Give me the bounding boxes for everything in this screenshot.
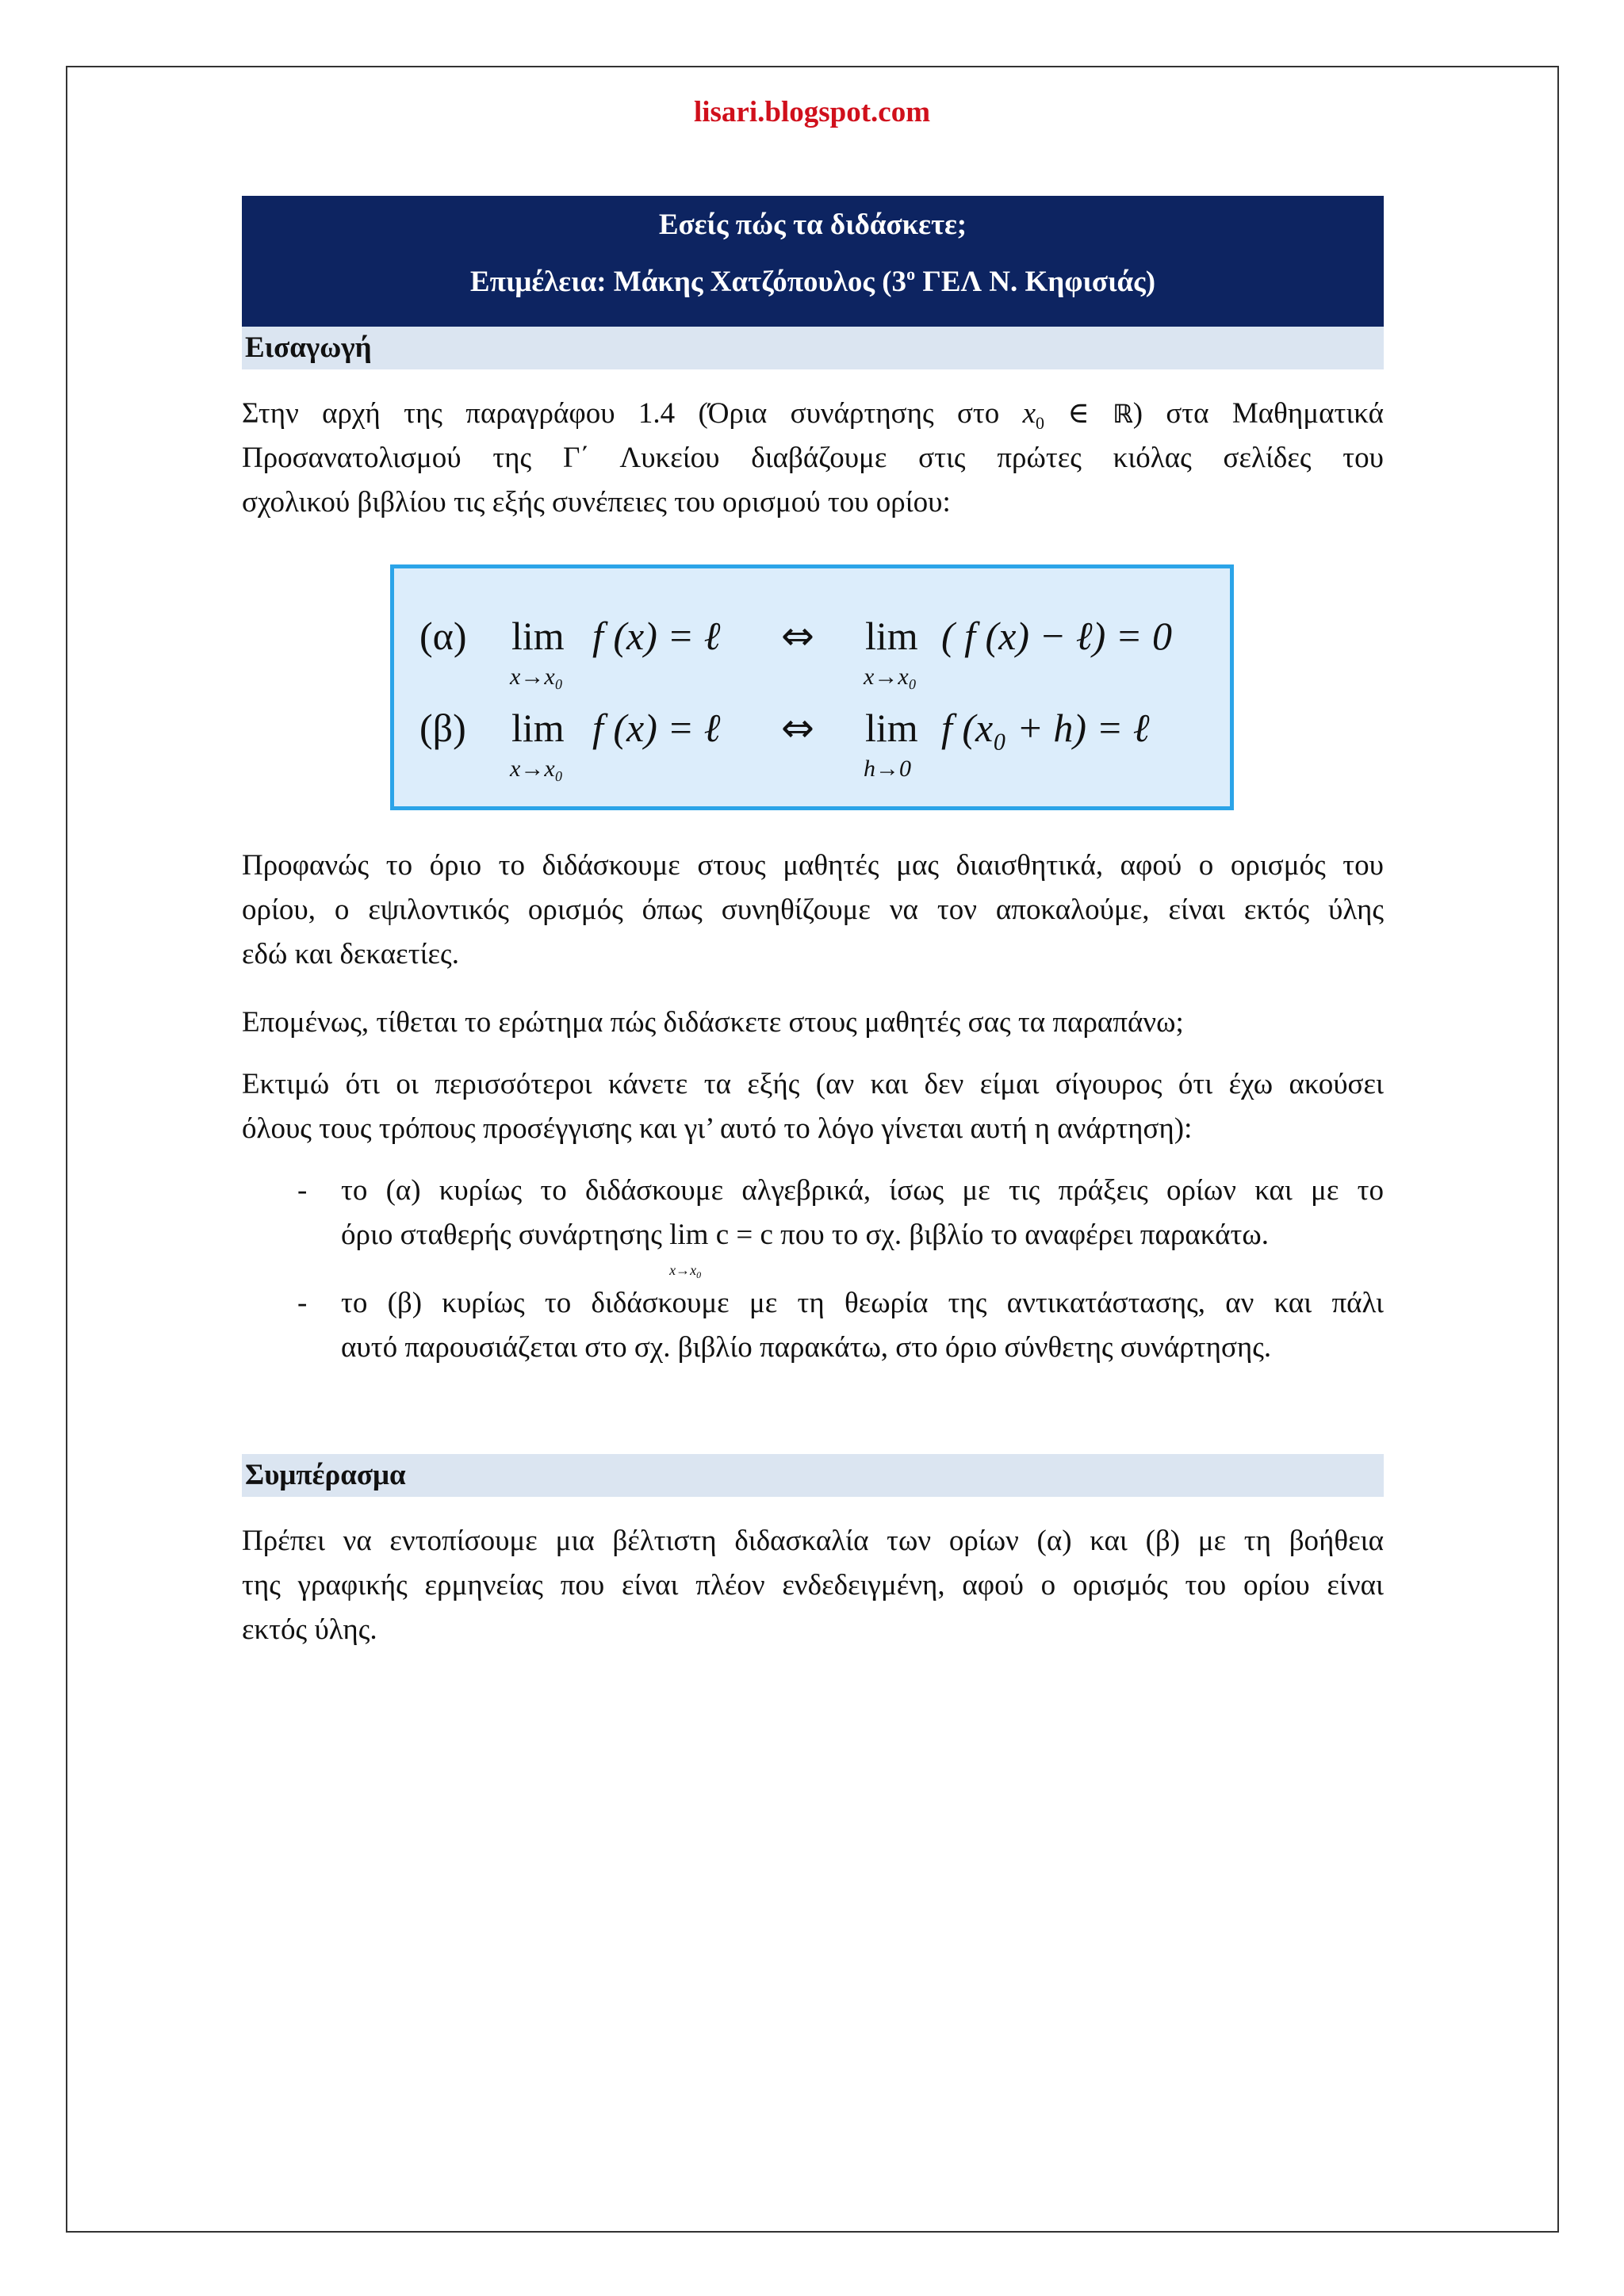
intro-p4-line-1: Εκτιμώ ότι οι περισσότεροι κάνετε τα εξής (αν και δεν είμαι σίγουρος ότι έχω ακούσει	[242, 1068, 1384, 1100]
formula-b-iff: ⇔	[781, 705, 814, 751]
banner-title: Εσείς πώς τα διδάσκετε;	[658, 209, 967, 241]
intro-p2-line-3: εδώ και δεκαετίες.	[242, 938, 459, 970]
formula-a-left-expr: f (x) = ℓ	[592, 614, 721, 658]
bullet-1-line-1: το (α) κυρίως το διδάσκουμε αλγεβρικά, ίσως με τις πράξεις ορίων και με το	[341, 1174, 1384, 1207]
formula-box	[390, 564, 1234, 810]
bullet-1-line-2: όριο σταθερής συνάρτησης lim c = c $x\to x_0$ που το σχ. βιβλίο το αναφέρει παρακάτω.	[341, 1213, 1384, 1257]
conclusion-line-2: της γραφικής ερμηνείας που είναι πλέον ενδεδειγμένη, αφού ο ορισμός του ορίου είναι	[242, 1569, 1384, 1601]
math-x0-in-R: $x_0$ ∈ ℝ	[1022, 397, 1133, 433]
formula-a-right-expr: ( f (x) − ℓ) = 0	[941, 614, 1172, 658]
conclusion-line-1: Πρέπει να εντοπίσουμε μια βέλτιστη διδασκαλία των ορίων (α) και (β) με τη βοήθεια	[242, 1525, 1384, 1557]
intro-p1-line-1: Στην αρχή της παραγράφου 1.4 (Όρια συνάρτησης στο $x_0$ ∈ ℝ) στα Μαθηματικά	[242, 397, 1384, 433]
formula-b-left-expr: f (x) = ℓ	[592, 706, 721, 750]
intro-paragraph-1	[242, 392, 1384, 525]
intro-p1-line-3: σχολικού βιβλίου τις εξής συνέπειες του ορισμού του ορίου:	[242, 486, 951, 519]
formula-b-right-under: h→0	[864, 756, 911, 782]
intro-p2-line-2: ορίου, ο εψιλοντικός ορισμός όπως συνηθίζουμε να τον αποκαλούμε, είναι εκτός ύλης	[242, 894, 1384, 926]
formula-a-iff: ⇔	[781, 613, 814, 659]
bullet-1-text	[341, 1169, 1384, 1280]
formula-b-left-under: x→x₀	[510, 756, 564, 782]
bullet-item-1	[242, 1169, 1384, 1280]
bullet-2-line-2: αυτό παρουσιάζεται στο σχ. βιβλίο παρακάτω, στο όριο σύνθετης συνάρτησης.	[341, 1331, 1272, 1364]
intro-p2-line-1: Προφανώς το όριο το διδάσκουμε στους μαθητές μας διαισθητικά, αφού ο ορισμός του	[242, 849, 1384, 882]
formula-svg	[394, 568, 1230, 806]
intro-heading: Εισαγωγή	[242, 327, 1384, 369]
intro-paragraph-2	[242, 844, 1384, 977]
formula-b-lim-right: lim	[865, 706, 918, 750]
banner-author: Επιμέλεια: Μάκης Χατζόπουλος ($3^o$ ΓΕΛ Ν. Κηφισιάς)	[469, 264, 1156, 298]
site-url[interactable]: lisari.blogspot.com	[693, 96, 931, 128]
intro-paragraph-3	[242, 1001, 1384, 1045]
conclusion-heading: Συμπέρασμα	[242, 1454, 1384, 1497]
formula-a-left-under: x→x₀	[510, 664, 564, 690]
formula-a-lim-right: lim	[865, 614, 918, 658]
title-banner	[242, 196, 1384, 327]
formula-b-label: (β)	[419, 706, 466, 750]
formula-b-lim-left: lim	[511, 706, 565, 750]
math-lim-constant: lim c = c $x\to x_0$	[669, 1219, 773, 1280]
conclusion-line-3: εκτός ύλης.	[242, 1613, 377, 1646]
conclusion-paragraph	[242, 1519, 1384, 1652]
bullet-dash: -	[297, 1287, 308, 1319]
formula-a-lim-left: lim	[511, 614, 565, 658]
bullet-2-text	[341, 1281, 1384, 1370]
bullet-2-line-1: το (β) κυρίως το διδάσκουμε με τη θεωρία της αντικατάστασης, αν και πάλι	[341, 1287, 1384, 1319]
formula-a-right-under: x→x₀	[864, 664, 917, 690]
intro-p3-line-1: Επομένως, τίθεται το ερώτημα πώς διδάσκετε στους μαθητές σας τα παραπάνω;	[242, 1006, 1184, 1039]
intro-p4-line-2: όλους τους τρόπους προσέγγισης και γι’ αυτό το λόγο γίνεται αυτή η ανάρτηση):	[242, 1112, 1193, 1145]
intro-paragraph-4	[242, 1062, 1384, 1151]
formula-a-label: (α)	[419, 614, 467, 658]
formula-b-right-expr: f (x₀ + h) = ℓ	[941, 706, 1150, 750]
intro-p1-line-2: Προσανατολισμού της Γ΄ Λυκείου διαβάζουμε στις πρώτες κιόλας σελίδες του	[242, 442, 1384, 474]
bullet-item-2	[242, 1281, 1384, 1376]
bullet-dash: -	[297, 1174, 308, 1207]
